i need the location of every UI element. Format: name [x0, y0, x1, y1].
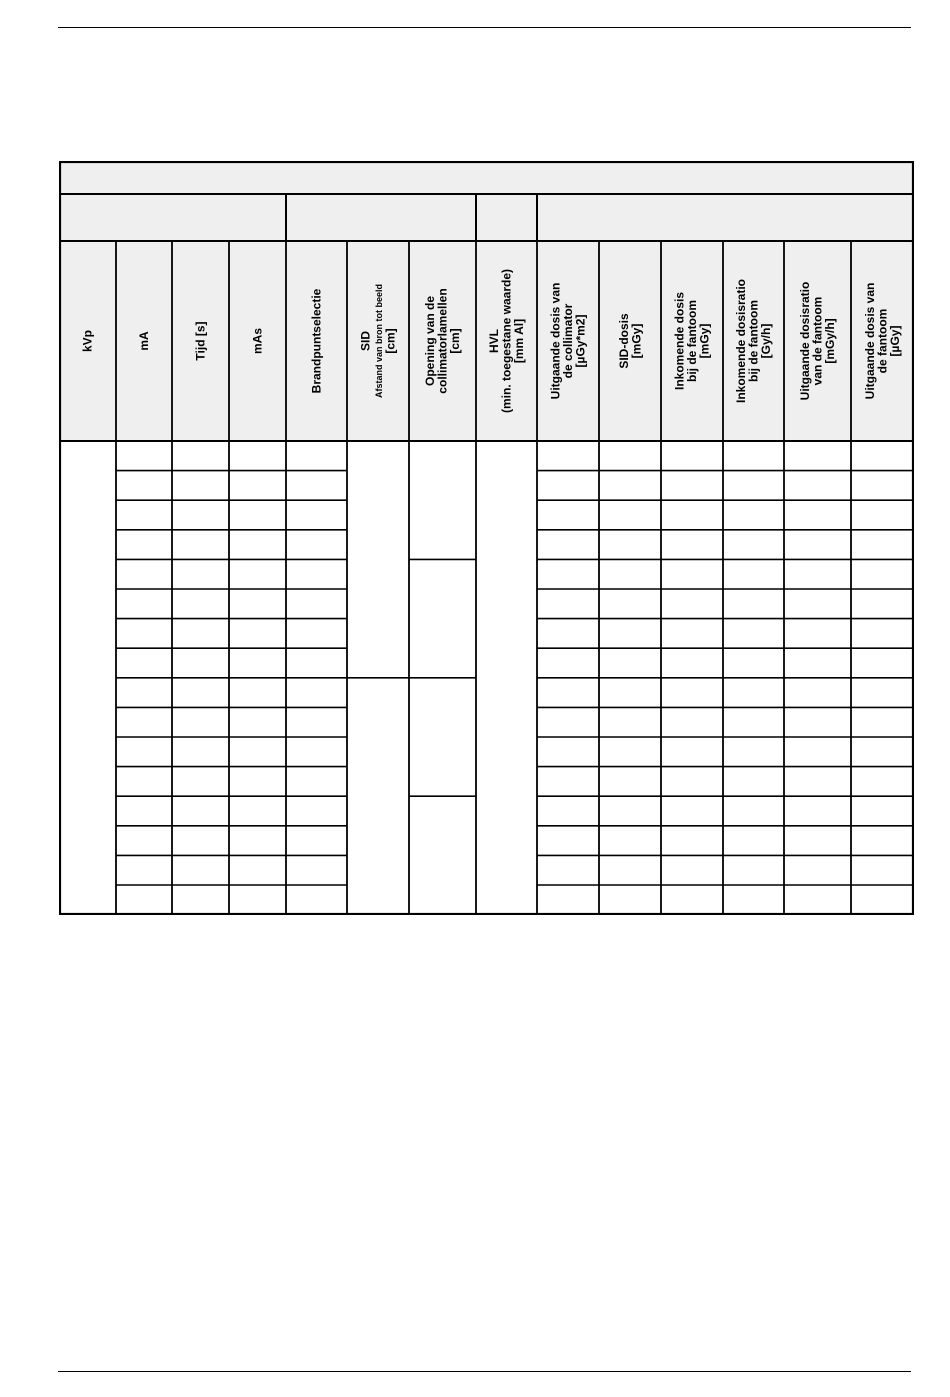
header-uitgaande-dosisratio: Uitgaande dosisratiovan de fantoom[mGy/h] [798, 281, 837, 401]
header-inkomende-dosis: Inkomende dosisbij de fantoom[mGy] [672, 291, 712, 391]
header-sid: SID Afstand van bron tot beeld[cm] [358, 283, 398, 399]
header-opening-collimator: Opening van decollimatorlamellen[cm] [423, 288, 462, 394]
header-mas: mAs [250, 327, 265, 355]
header-ma: mA [137, 331, 151, 351]
header-sid-dosis: SID-dosis[mGy] [616, 313, 644, 369]
header-shading [59, 161, 914, 441]
header-tijd: Tijd [s] [193, 321, 208, 361]
header-uitgaande-dosis-fantoom: Uitgaande dosis vande fantoom[µGy] [863, 282, 902, 400]
header-uitgaande-dosis-collimator: Uitgaande dosis vande collimator[µGy*m2] [548, 282, 588, 400]
header-inkomende-dosisratio: Inkomende dosisratiobij de fantoom[Gy/h] [734, 278, 773, 404]
measurement-table [59, 161, 914, 915]
header-brandpuntselectie: Brandpuntselectie [309, 288, 324, 394]
top-rule [58, 27, 911, 28]
header-kvp: kVp [80, 329, 95, 353]
bottom-rule [58, 1371, 911, 1372]
header-hvl: HVL(min. toegestane waarde)[mm Al] [487, 268, 526, 414]
